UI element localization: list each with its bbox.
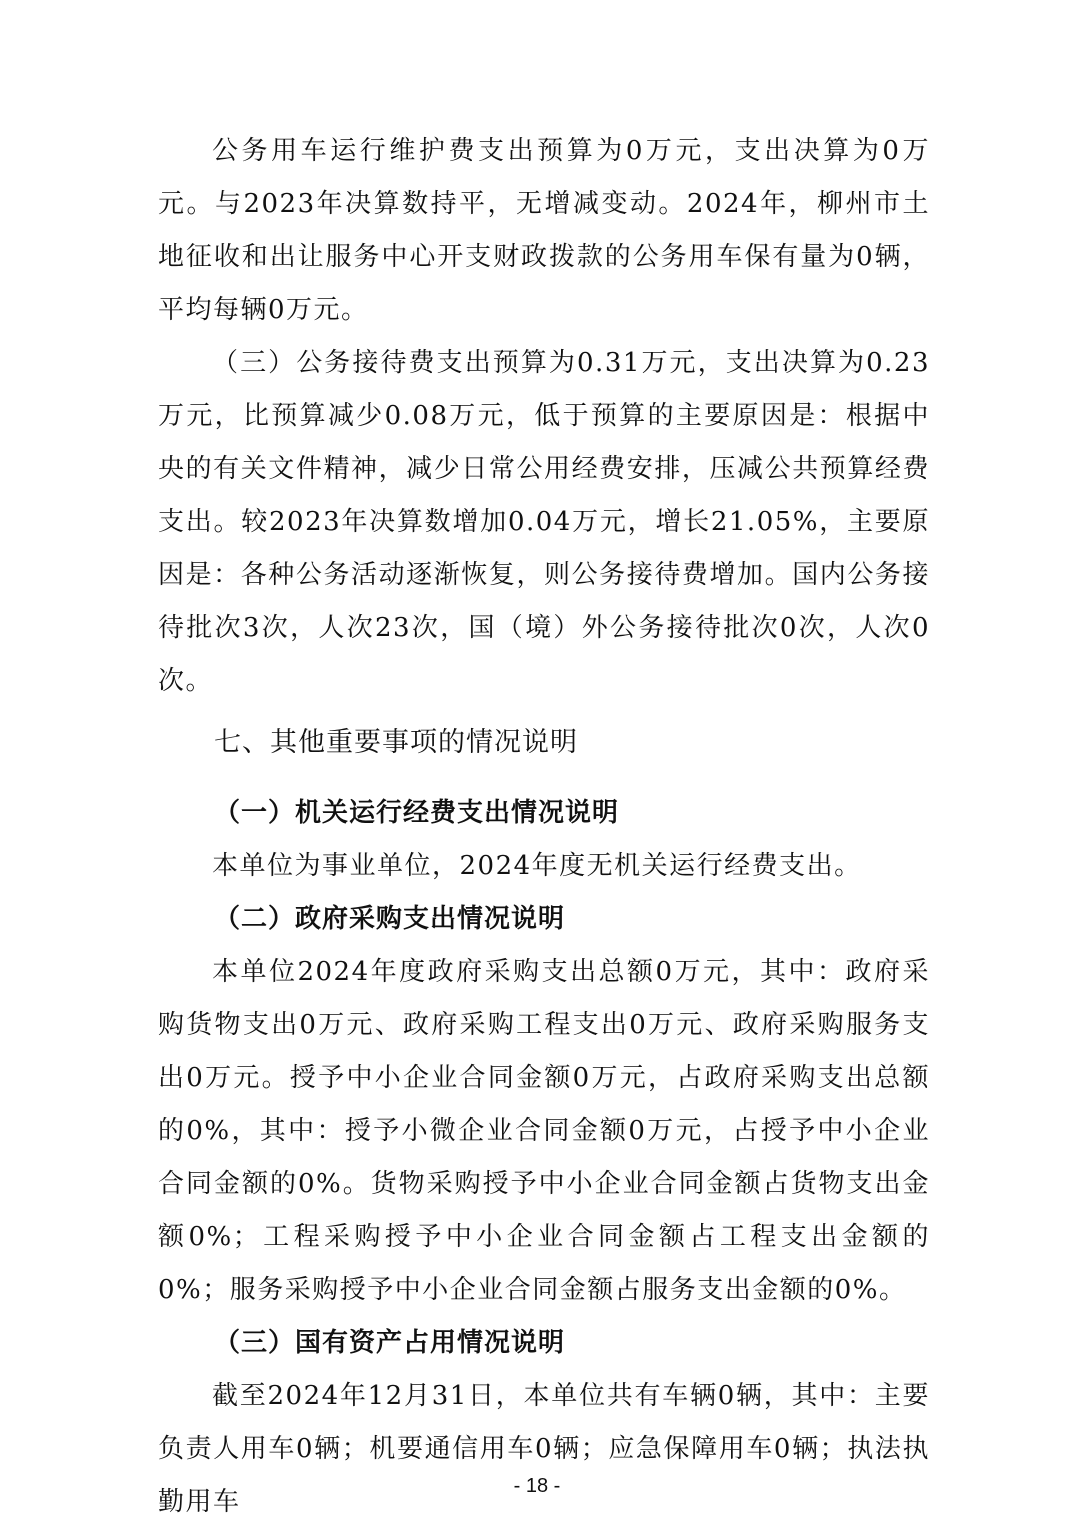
page-number: - 18 -: [513, 1475, 561, 1497]
subsection-3-text: 截至2024年12月31日，本单位共有车辆0辆，其中：主要负责人用车0辆；机要通信用车0辆；应急保障用车0辆；执法执勤用车: [158, 1381, 930, 1517]
subsection-2-heading: （二）政府采购支出情况说明: [214, 904, 566, 934]
document-body: [158, 125, 930, 1529]
paragraph-vehicle-maintenance: 公务用车运行维护费支出预算为0万元，支出决算为0万元。与2023年决算数持平，无增减变动。2024年，柳州市土地征收和出让服务中心开支财政拨款的公务用车保有量为0辆，平均每辆0万元。: [158, 136, 930, 325]
subsection-2-text: 本单位2024年度政府采购支出总额0万元，其中：政府采购货物支出0万元、政府采购工程支出0万元、政府采购服务支出0万元。授予中小企业合同金额0万元，占政府采购支出总额的0%，其中：授予小微企业合同金额0万元，占授予中小企业合同金额的0%。货物采购授予中小企业合同金额占货物支出金额0%；工程采购授予中小企业合同金额占工程支出金额的0%；服务采购授予中小企业合同金额占服务支出金额的0%。: [158, 957, 930, 1305]
paragraph-reception-expenses: （三）公务接待费支出预算为0.31万元，支出决算为0.23万元，比预算减少0.08万元，低于预算的主要原因是：根据中央的有关文件精神，减少日常公用经费安排，压减公共预算经费支出。较2023年决算数增加0.04万元，增长21.05%，主要原因是：各种公务活动逐渐恢复，则公务接待费增加。国内公务接待批次3次，人次23次，国（境）外公务接待批次0次，人次0次。: [158, 348, 930, 696]
subsection-1-text: 本单位为事业单位，2024年度无机关运行经费支出。: [212, 851, 862, 881]
subsection-3-heading: （三）国有资产占用情况说明: [214, 1328, 566, 1358]
subsection-1-heading: （一）机关运行经费支出情况说明: [214, 798, 620, 828]
section-seven-heading: 七、其他重要事项的情况说明: [214, 727, 578, 758]
